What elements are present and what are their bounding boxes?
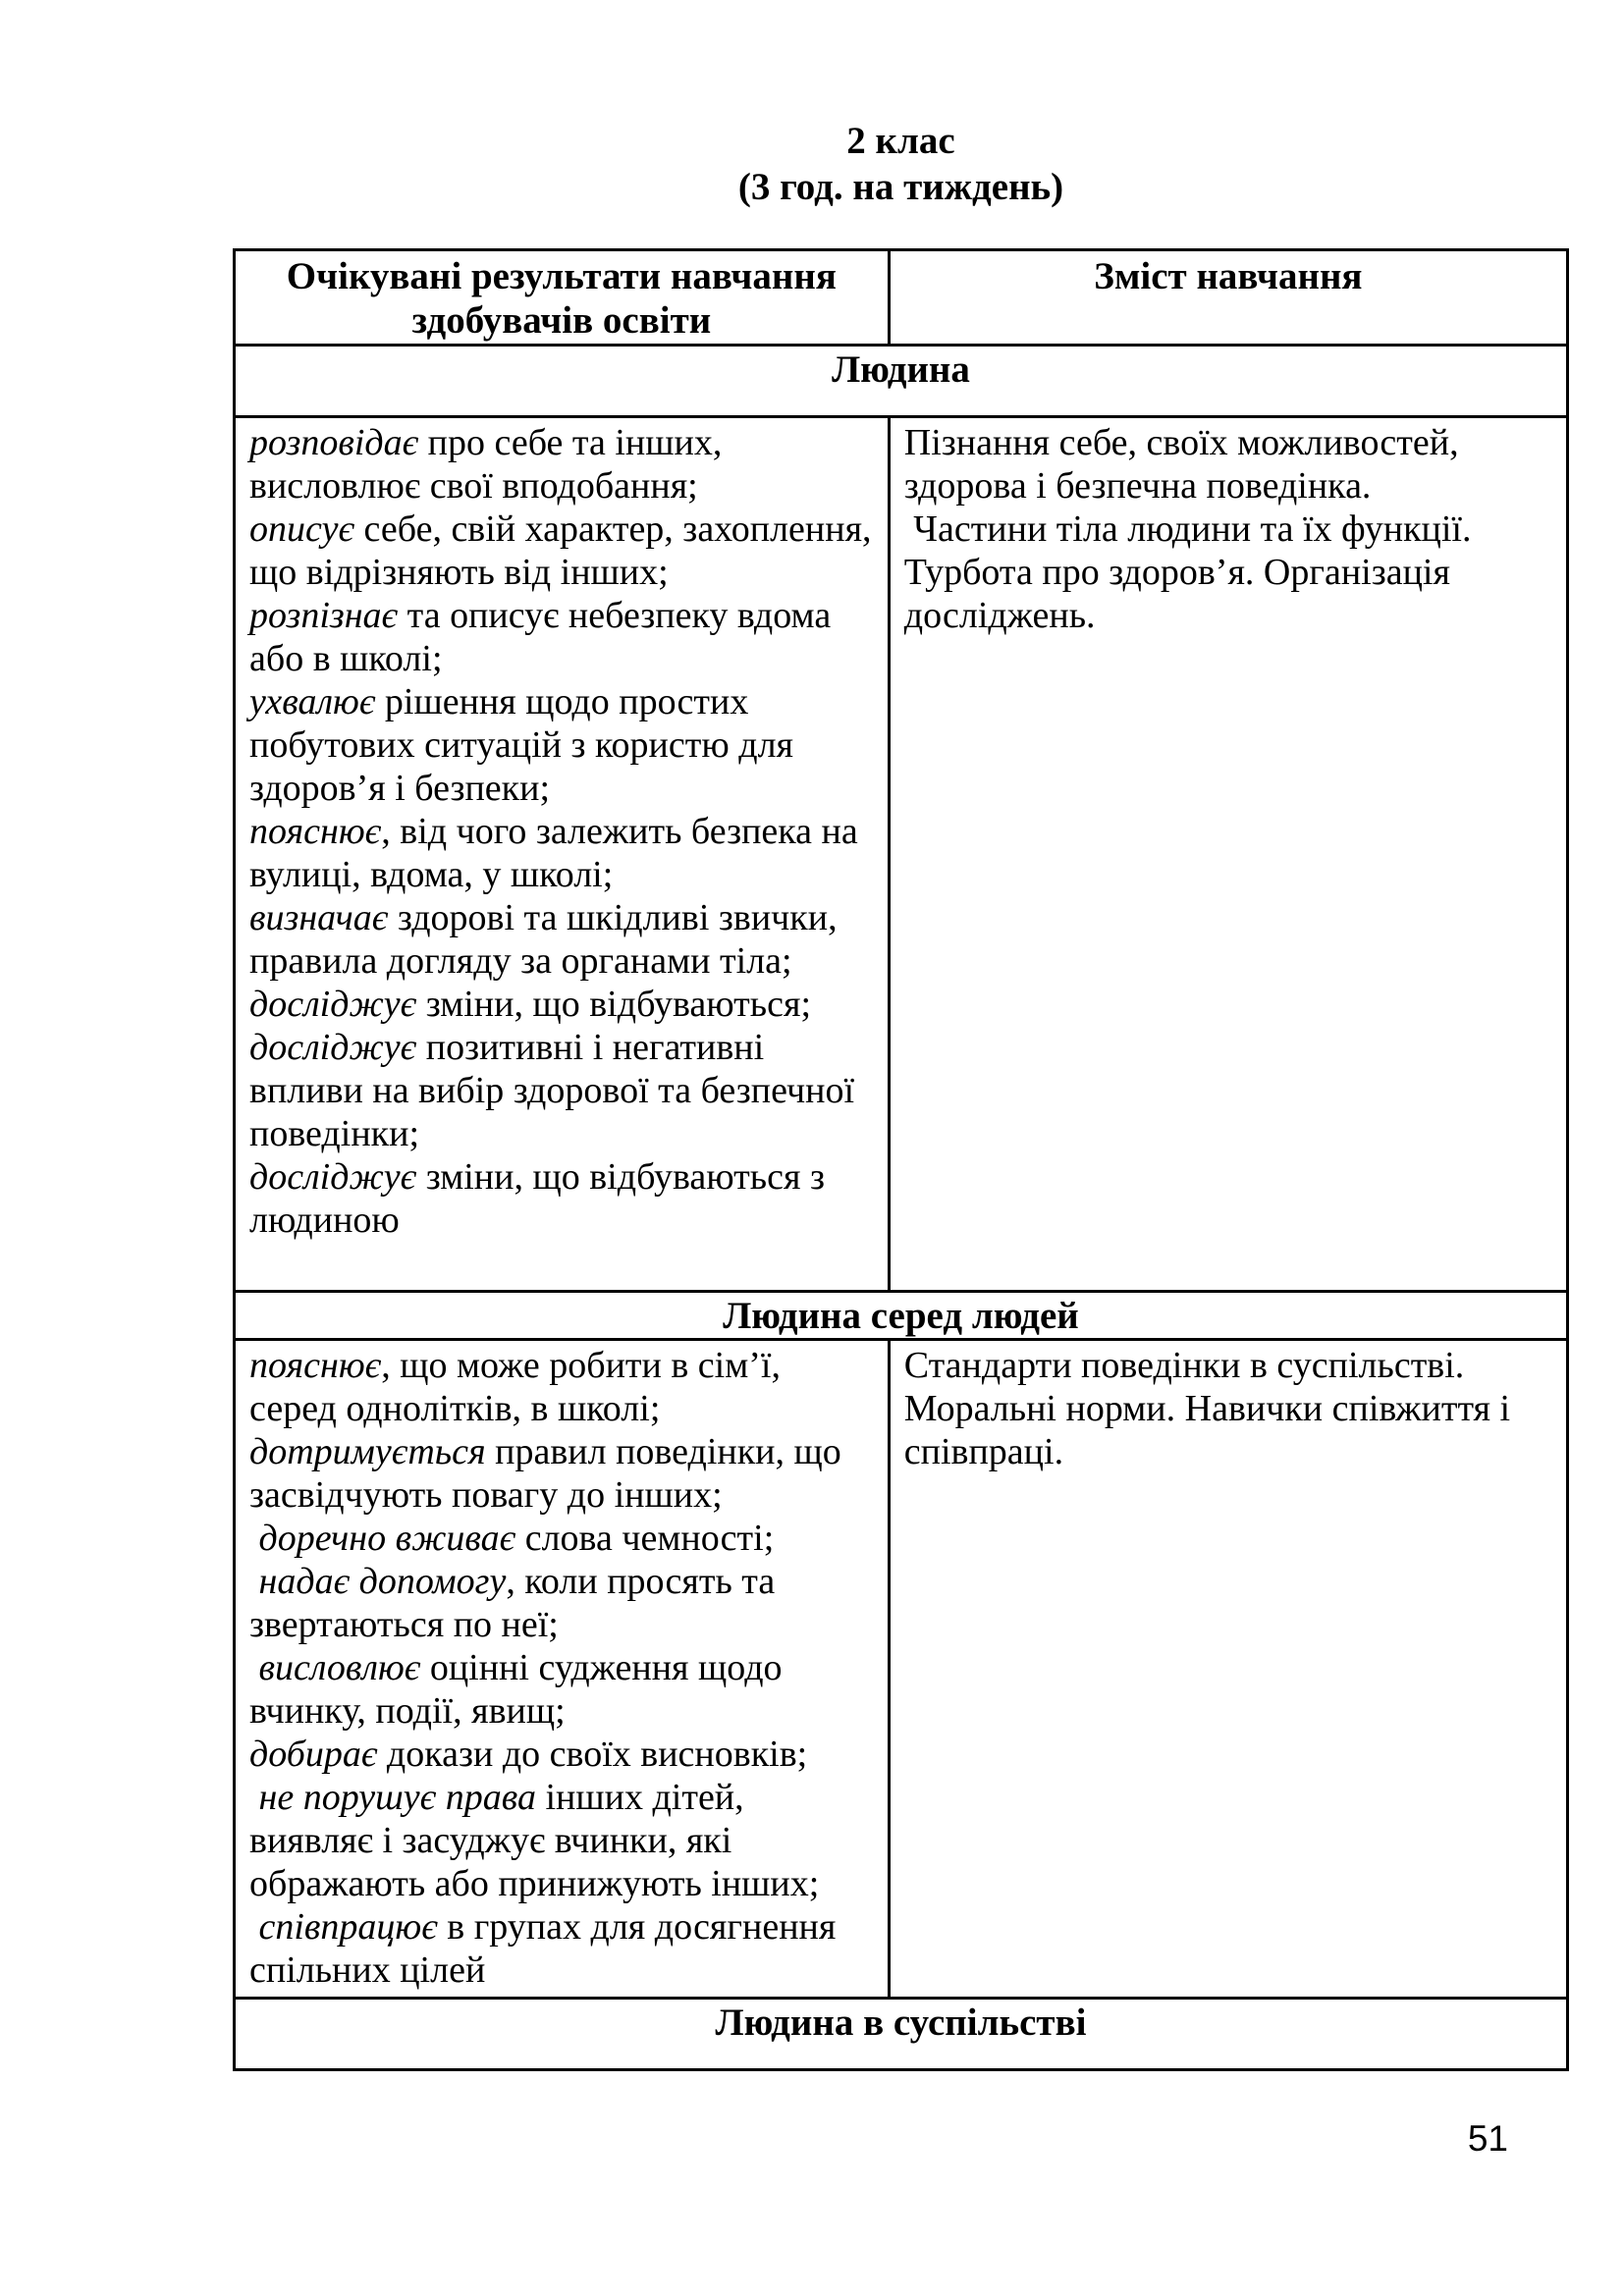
paragraph xyxy=(249,1646,876,1733)
paragraph xyxy=(249,1430,876,1517)
paragraph xyxy=(249,1560,876,1646)
section-title: Людина в суспільстві xyxy=(235,1999,1568,2070)
paragraph xyxy=(249,507,882,594)
section-title: Людина xyxy=(235,346,1568,417)
expected-results-cell xyxy=(235,417,890,1292)
section-title: Людина серед людей xyxy=(235,1292,1568,1340)
text-run: рішення щодо простих побутових ситуацій з користю для здоров’я і безпеки; xyxy=(249,681,803,809)
paragraph xyxy=(904,1344,1554,1473)
paragraph xyxy=(904,551,1554,637)
italic-run: ухвалює xyxy=(249,681,376,722)
text-run: Пізнання себе, своїх можливостей, здорова і безпечна поведінка. xyxy=(903,422,1469,507)
paragraph xyxy=(249,1776,876,1905)
text-run: здорові та шкідливі звички, правила догляду за органами тіла; xyxy=(249,897,847,982)
learning-content-cell xyxy=(889,417,1567,1292)
italic-run: визначає xyxy=(249,897,389,938)
paragraph xyxy=(249,594,876,680)
paragraph xyxy=(249,1517,876,1560)
paragraph xyxy=(249,1242,876,1285)
col-header-expected-results: Очікувані результати навчання здобувачів освіти xyxy=(235,250,890,346)
paragraph xyxy=(249,1344,876,1430)
text-run: докази до своїх висновків; xyxy=(377,1734,808,1775)
italic-run: добирає xyxy=(249,1734,378,1775)
italic-run: пояснює xyxy=(249,811,382,852)
doc-title xyxy=(233,118,1569,210)
paragraph xyxy=(249,680,876,810)
italic-run: досліджує xyxy=(249,984,417,1025)
paragraph xyxy=(249,1155,876,1242)
section-content-row-1 xyxy=(235,417,1568,1292)
section-row-1 xyxy=(235,346,1568,417)
italic-run: не порушує права xyxy=(249,1777,536,1818)
text-run: слова чемності; xyxy=(515,1518,775,1559)
paragraph xyxy=(904,421,1554,507)
col-header-learning-content: Зміст навчання xyxy=(889,250,1567,346)
text-run: оцінні судження щодо вчинку, події, явищ; xyxy=(249,1647,792,1732)
expected-results-cell xyxy=(235,1340,890,1999)
section-content-row-2 xyxy=(235,1340,1568,1999)
text-run: Турбота про здоров’я. Організація досліджень. xyxy=(903,552,1460,636)
italic-run: розпізнає xyxy=(249,595,399,636)
italic-run: надає допомогу xyxy=(249,1561,507,1602)
text-run: позитивні і негативні впливи на вибір здорової та безпечної поведінки; xyxy=(249,1027,864,1154)
page-number: 51 xyxy=(1467,2118,1508,2159)
paragraph xyxy=(249,421,876,507)
paragraph xyxy=(904,507,1554,551)
paragraph xyxy=(249,1026,876,1155)
text-run: себе, свій характер, захоплення, що відрізняють від інших; xyxy=(249,508,882,593)
italic-run: дотримується xyxy=(249,1431,486,1472)
italic-run: описує xyxy=(249,508,355,550)
italic-run: досліджує xyxy=(249,1027,417,1068)
italic-run: співпрацює xyxy=(249,1906,438,1948)
italic-run: доречно вживає xyxy=(249,1518,516,1559)
text-run: в групах для досягнення спільних цілей xyxy=(249,1906,845,1991)
text-run: , від чого залежить безпека на вулиці, вдома, у школі; xyxy=(249,811,868,895)
header-row xyxy=(235,250,1568,346)
text-run: правил поведінки, що засвідчують повагу до інших; xyxy=(249,1431,851,1516)
curriculum-table xyxy=(233,248,1569,2071)
text-run: Стандарти поведінки в суспільстві. Моральні норми. Навички співжиття і співпраці. xyxy=(903,1345,1520,1472)
text-run: , коли просять та звертаються по неї; xyxy=(249,1561,785,1645)
paragraph xyxy=(249,983,876,1026)
italic-run: досліджує xyxy=(249,1156,417,1198)
paragraph xyxy=(249,1733,876,1776)
italic-run: розповідає xyxy=(249,422,419,463)
table-body xyxy=(235,346,1568,2070)
paragraph xyxy=(249,1905,876,1992)
section-row-2 xyxy=(235,1292,1568,1340)
text-run: зміни, що відбуваються з людиною xyxy=(249,1156,835,1241)
text-run: зміни, що відбуваються; xyxy=(416,984,811,1025)
table-header xyxy=(235,250,1568,346)
section-row-3 xyxy=(235,1999,1568,2070)
text-run: , що може робити в сім’ї, серед однолітків, в школі; xyxy=(249,1345,790,1429)
italic-run: висловлює xyxy=(249,1647,421,1688)
learning-content-cell xyxy=(889,1340,1567,1999)
text-run: та описує небезпеку вдома або в школі; xyxy=(249,595,840,679)
text-run: Частини тіла людини та їх функції. xyxy=(903,508,1472,550)
doc-title-hours: (3 год. на тиждень) xyxy=(737,166,1064,208)
italic-run: пояснює xyxy=(249,1345,382,1386)
text-run: інших дітей, виявляє і засуджує вчинки, які ображають або принижують інших; xyxy=(249,1777,820,1904)
doc-title-grade: 2 клас xyxy=(846,120,955,162)
paragraph xyxy=(249,896,876,983)
text-run: про себе та інших, висловлює свої вподобання; xyxy=(249,422,731,507)
paragraph xyxy=(249,810,876,896)
